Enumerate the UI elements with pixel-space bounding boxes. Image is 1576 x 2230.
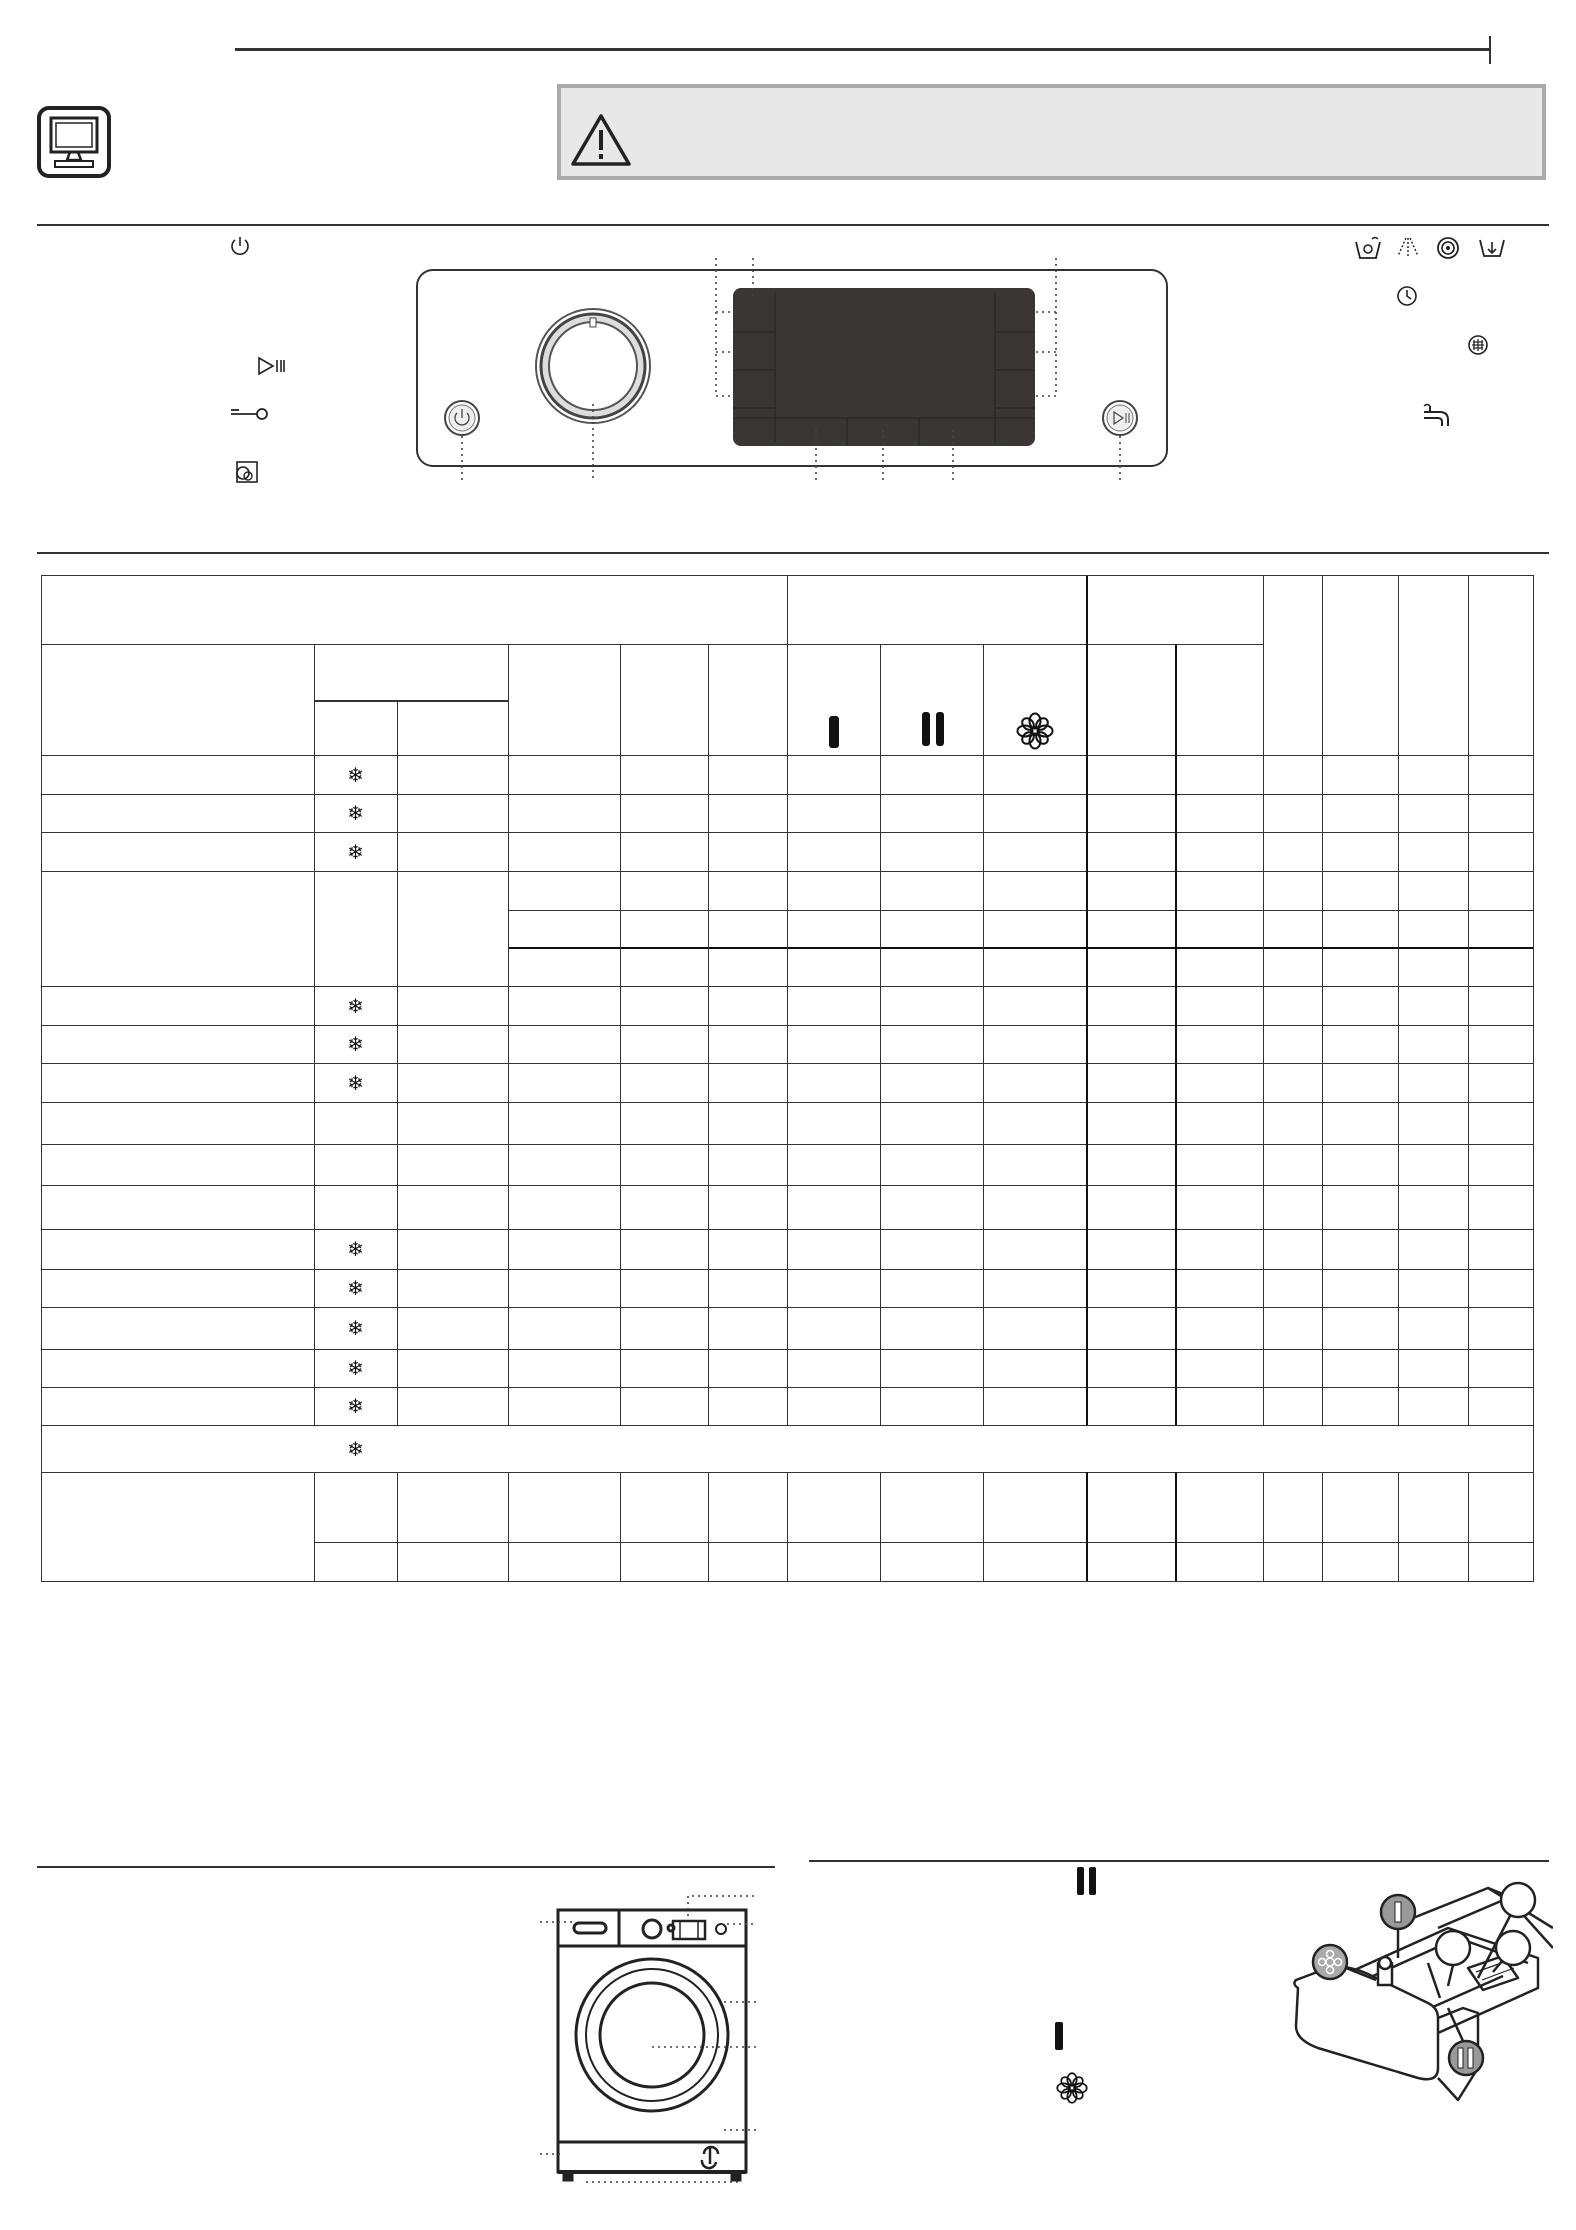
table-line (708, 644, 709, 1425)
power-icon (229, 235, 251, 257)
snowflake-icon: ❄ (347, 993, 364, 1018)
table-line (508, 1472, 509, 1581)
table-line (1263, 576, 1264, 1425)
table-line (983, 1472, 984, 1581)
right-legend-icons-row (1352, 234, 1512, 264)
section-rule-dispenser (809, 1860, 1549, 1862)
table-line (508, 910, 1533, 911)
monitor-icon (37, 106, 111, 178)
snowflake-icon: ❄ (347, 762, 364, 787)
table-line (1322, 576, 1323, 1425)
table-line (1322, 1472, 1323, 1581)
section-rule-control-panel (37, 224, 1549, 226)
key-lock-icon (229, 404, 269, 424)
table-line (620, 644, 621, 1425)
timer-icon (1395, 284, 1419, 308)
tap-icon (1420, 402, 1454, 432)
table-line (787, 576, 788, 1425)
table-line (1398, 1472, 1399, 1581)
start-pause-icon (257, 356, 287, 376)
top-rule-end-tick (1489, 36, 1491, 64)
table-line (880, 644, 881, 1425)
table-line (1175, 1472, 1177, 1581)
table-line (1398, 576, 1399, 1425)
table-line (314, 1472, 315, 1581)
grid-icon (1467, 334, 1489, 356)
snowflake-icon: ❄ (347, 1356, 364, 1380)
snowflake-icon: ❄ (347, 1070, 364, 1095)
washing-machine-drawing (538, 1892, 760, 2192)
table-line (397, 700, 398, 1425)
dispenser-II-label (1075, 1867, 1097, 1895)
table-line (1175, 644, 1177, 1425)
snowflake-icon: ❄ (347, 1032, 364, 1056)
table-line (508, 644, 509, 1425)
table-line (1086, 1472, 1088, 1581)
compartment-I-header (829, 716, 839, 748)
snowflake-icon: ❄ (347, 1436, 364, 1461)
dispenser-I-label (1055, 2022, 1063, 2050)
snowflake-icon: ❄ (347, 839, 364, 864)
top-rule (235, 48, 1490, 51)
section-rule-table (37, 552, 1549, 554)
table-line (708, 1472, 709, 1581)
section-rule-machine (37, 1866, 775, 1868)
table-line (42, 644, 1263, 645)
dispenser-flower-icon (1056, 2072, 1088, 2104)
table-line (1086, 576, 1088, 1425)
compartment-II-header (920, 712, 948, 746)
program-table (41, 575, 1534, 1582)
drum-icon (233, 458, 259, 484)
flower-icon (1016, 712, 1054, 750)
snowflake-icon: ❄ (347, 1394, 364, 1418)
table-line (508, 947, 1533, 949)
table-line (1468, 1472, 1469, 1581)
table-line (1468, 576, 1469, 1425)
table-line (397, 1472, 398, 1581)
snowflake-icon: ❄ (347, 801, 364, 825)
table-line (880, 1472, 881, 1581)
table-line (314, 1542, 1533, 1543)
control-panel-drawing (415, 252, 1175, 482)
snowflake-icon: ❄ (347, 1237, 364, 1261)
table-line (983, 644, 984, 1425)
table-line (42, 1425, 1533, 1426)
snowflake-icon: ❄ (347, 1316, 364, 1340)
snowflake-icon: ❄ (347, 1276, 364, 1300)
detergent-drawer-drawing (1288, 1868, 1553, 2113)
table-line (1263, 1472, 1264, 1581)
table-line (787, 1472, 788, 1581)
table-line (620, 1472, 621, 1581)
table-line (314, 700, 508, 702)
warning-triangle-icon (569, 112, 633, 168)
warning-box (557, 84, 1546, 180)
